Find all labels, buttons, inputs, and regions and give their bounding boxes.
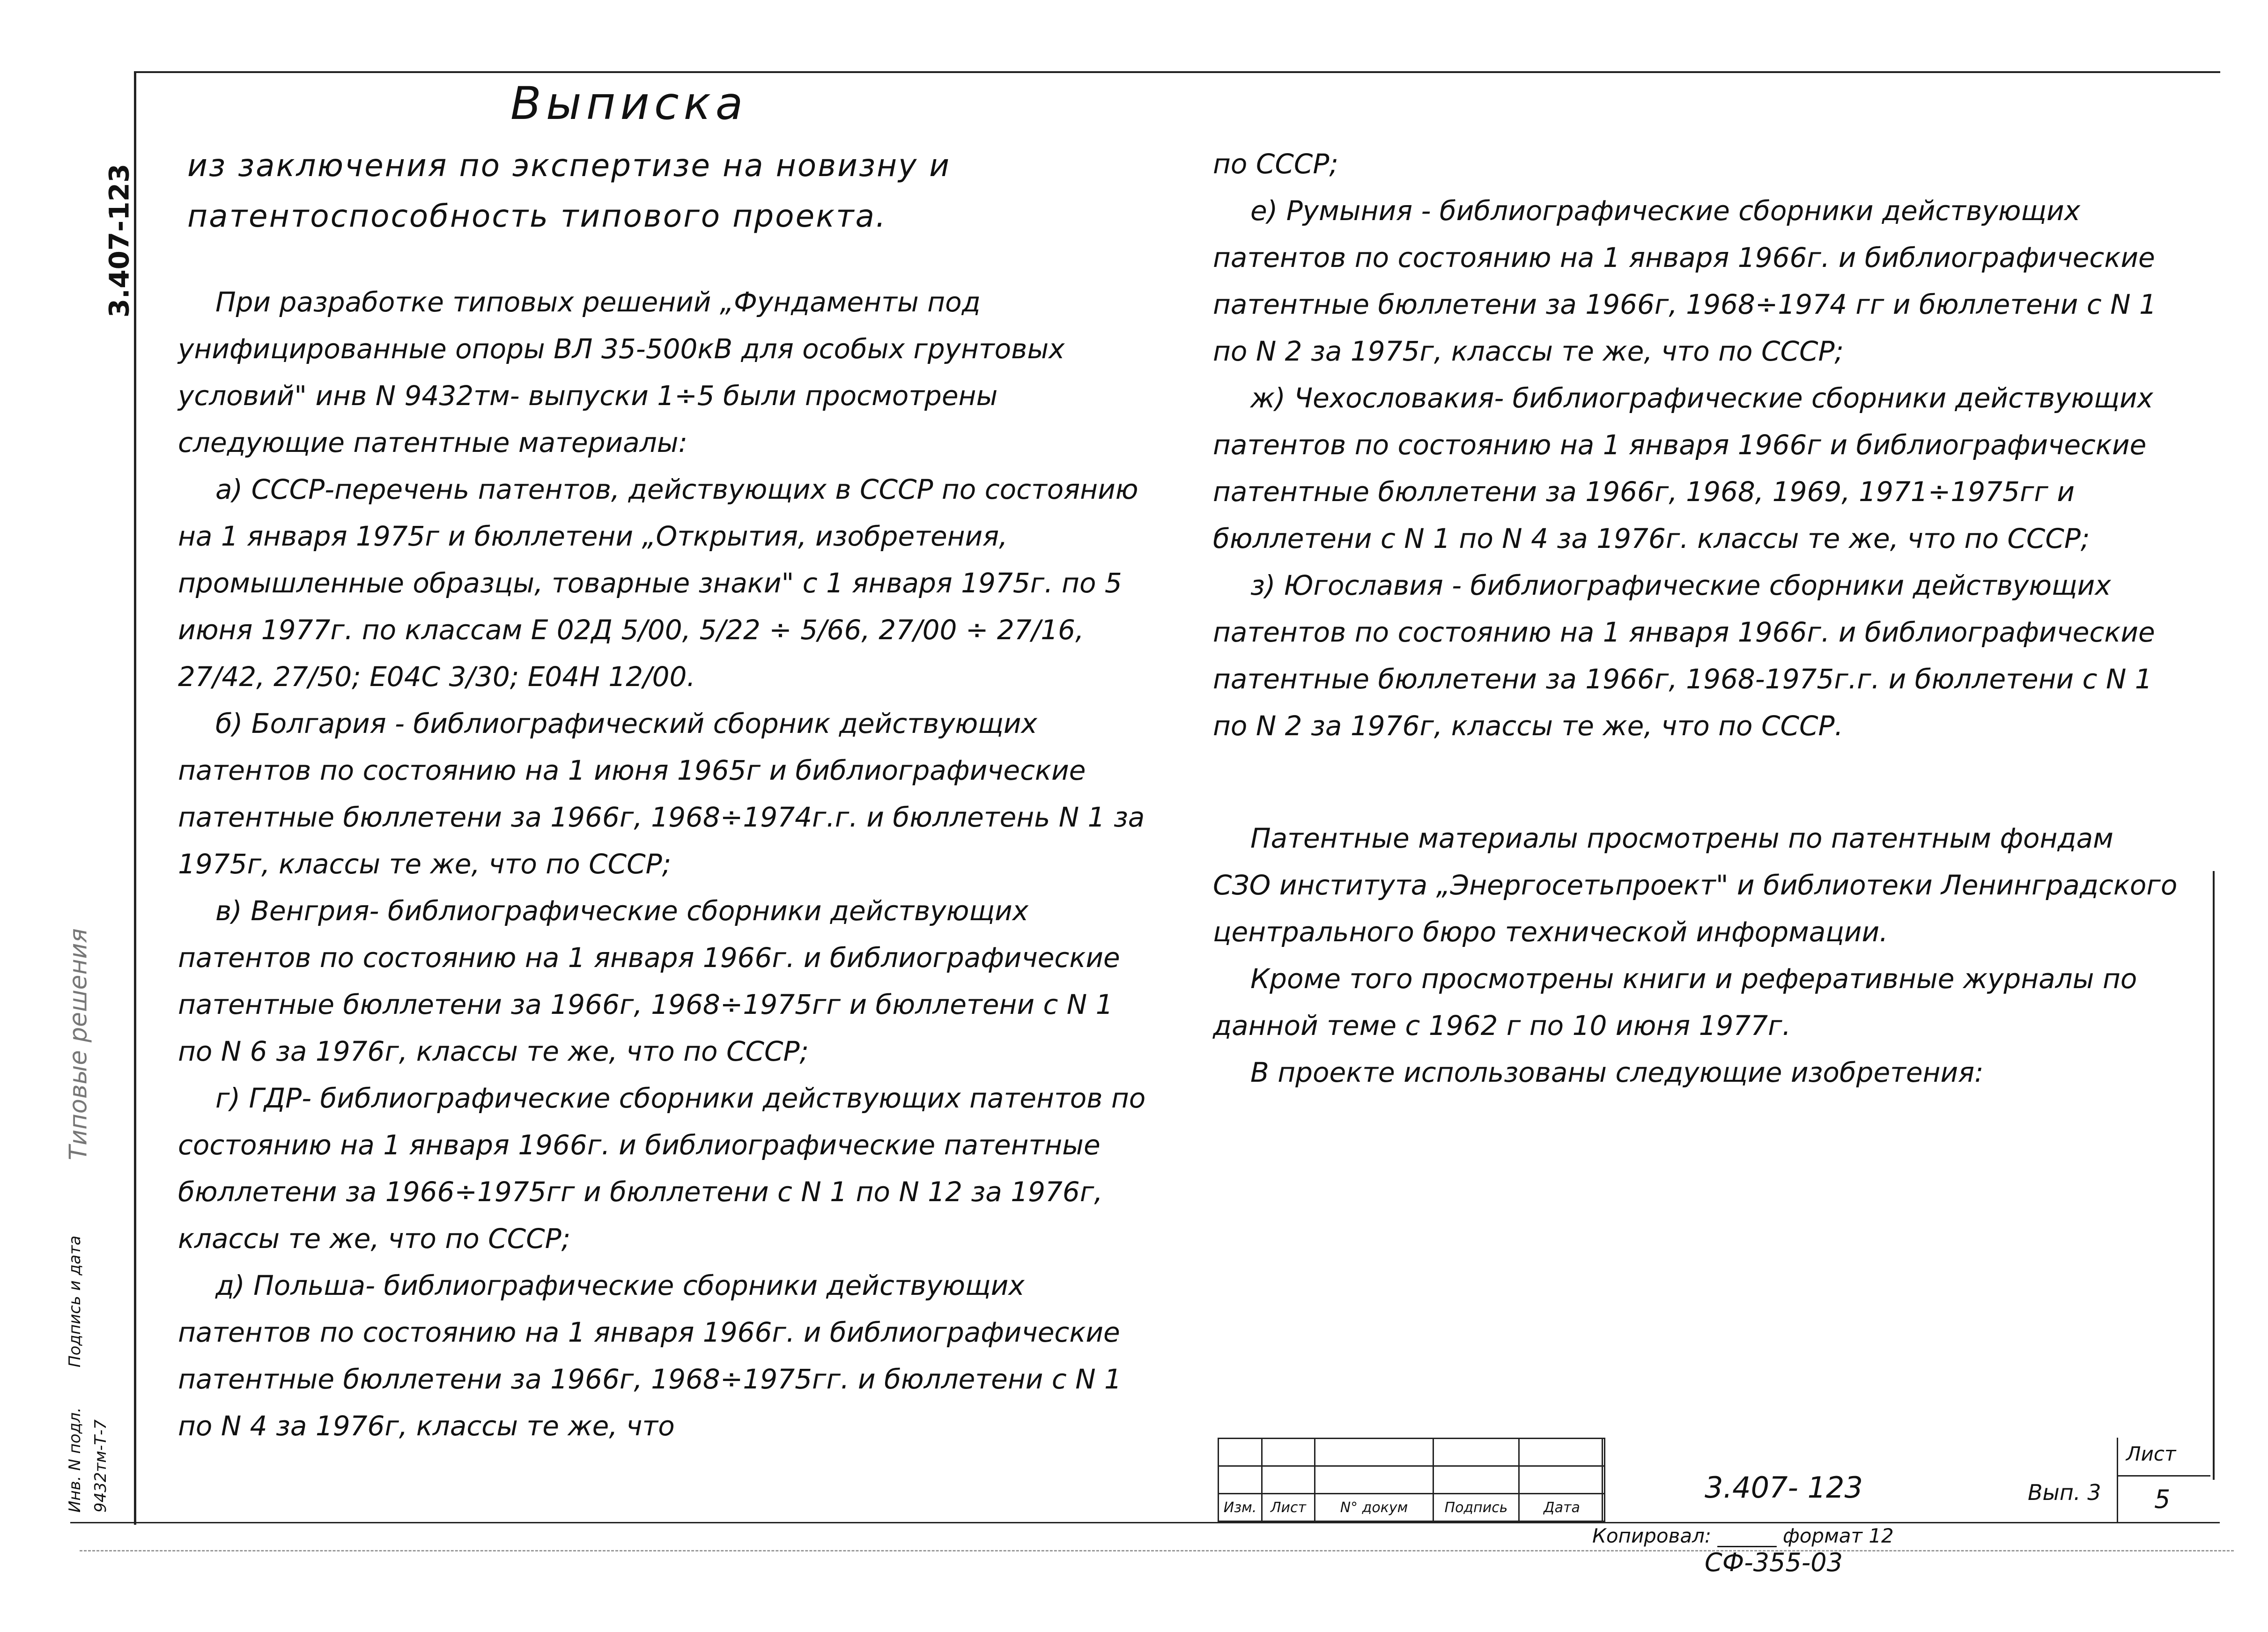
sheet-label: Лист <box>2126 1442 2176 1465</box>
paragraph: В проекте использованы следующие изобретения: <box>1250 1056 1984 1088</box>
paragraph: по СССР; <box>1213 148 1338 180</box>
paragraph: в) Венгрия- библиографические сборники действующих патентов по состоянию на 1 января 1966г. и библиографические патентные бюллетени за 1966г, 1968÷1975гг и бюллетени с N 1 по N 6 за 1976г, классы те же, что по СССР; <box>178 895 1120 1067</box>
inventory-block <box>66 1213 122 1513</box>
stamp-col-label: N° докум <box>1315 1494 1433 1521</box>
paragraph: а) СССР-перечень патентов, действующих в СССР по состоянию на 1 января 1975г и бюллетени „Открытия, изобретения, промышленные образцы, товарные знаки" с 1 января 1975г. по 5 июня 1977г. по классам Е 02Д 5/00, 5/22 ÷ 5/66, 27/00 ÷ 27/16, 27/42, 27/50; Е04С 3/30; Е04Н 12/00. <box>178 473 1138 693</box>
sheet-box-rule <box>2117 1475 2210 1477</box>
right-column <box>1213 140 2178 1096</box>
side-faint-label: Типовые решения <box>64 928 93 1160</box>
title-block-stamp <box>1218 1438 2210 1522</box>
stamp-divider <box>1602 1438 1603 1522</box>
subtitle-line: патентоспособность типового проекта. <box>187 198 887 234</box>
paragraph: д) Польша- библиографические сборники действующих патентов по состоянию на 1 января 1966г. и библиографические патентные бюллетени за 1966г, 1968÷1975гг. и бюллетени с N 1 по N 4 за 1976г, классы те же, что <box>178 1270 1122 1442</box>
dashed-trim-line <box>80 1550 2234 1551</box>
paragraph: з) Югославия - библиографические сборники действующих патентов по состоянию на 1 января 1966г. и библиографические патентные бюллетени за 1966г, 1968-1975г.г. и бюллетени с N 1 по N 2 за 1976г, классы те же, что по СССР. <box>1213 569 2155 742</box>
subtitle-line: из заключения по экспертизе на новизну и <box>187 148 951 184</box>
paragraph: ж) Чехословакия- библиографические сборники действующих патентов по состоянию на 1 января 1966г и библиографические патентные бюллетени за 1966г, 1968, 1969, 1971÷1975гг и бюллетени с N 1 по N 4 за 1976г. классы те же, что по СССР; <box>1213 382 2153 554</box>
sign-label: Подпись и дата <box>66 1235 84 1367</box>
paragraph: Кроме того просмотрены книги и реферативные журналы по данной теме с 1962 г по 10 июня 1977г. <box>1213 963 2137 1041</box>
paragraph: При разработке типовых решений „Фундаменты под унифицированные опоры ВЛ 35-500кВ для особых грунтовых условий" инв N 9432тм- выпуски 1÷5 были просмотрены следующие патентные материалы: <box>178 286 1065 458</box>
left-column <box>178 279 1152 1449</box>
side-document-code: 3.407-123 <box>103 163 135 318</box>
stamp-col-label: Лист <box>1262 1494 1315 1521</box>
stamp-col-label: Дата <box>1519 1494 1605 1521</box>
document-title: Выписка <box>510 77 748 130</box>
paragraph: г) ГДР- библиографические сборники действующих патентов по состоянию на 1 января 1966г. и библиографические патентные бюллетени за 1966÷1975гг и бюллетени с N 1 по N 12 за 1976г, классы те же, что по СССР; <box>178 1082 1146 1255</box>
copied-by-line: Копировал: ______ формат 12 <box>1592 1524 1894 1547</box>
stamp-col-label: Подпись <box>1433 1494 1519 1521</box>
inv-label: Инв. N подл. <box>66 1407 84 1513</box>
bottom-rule <box>70 1522 2220 1523</box>
inv-value: 9432тм-Т-7 <box>91 1419 110 1513</box>
stamp-issue: Вып. 3 <box>2028 1480 2101 1505</box>
spacer <box>1213 749 2178 815</box>
paragraph: Патентные материалы просмотрены по патентным фондам СЗО института „Энергосетьпроект" и библиотеки Ленинградского центрального бюро технической информации. <box>1213 822 2178 948</box>
document-subtitle <box>187 140 1218 242</box>
stamp-col-label: Изм. <box>1219 1494 1262 1521</box>
paragraph: б) Болгария - библиографический сборник действующих патентов по состоянию на 1 июня 1965г и библиографические патентные бюллетени за 1966г, 1968÷1974г.г. и бюллетень N 1 за 1975г, классы те же, что по СССР; <box>178 708 1145 880</box>
stamp-grid <box>1218 1438 1605 1522</box>
right-edge-line <box>2213 871 2215 1480</box>
sheet-number: 5 <box>2154 1484 2171 1514</box>
stamp-document-code: 3.407- 123 <box>1705 1470 1863 1505</box>
paragraph: е) Румыния - библиографические сборники действующих патентов по состоянию на 1 января 1966г. и библиографические патентные бюллетени за 1966г, 1968÷1974 гг и бюллетени с N 1 по N 2 за 1975г, классы те же, что по СССР; <box>1213 195 2157 367</box>
format-code: СФ-355-03 <box>1705 1548 1843 1577</box>
